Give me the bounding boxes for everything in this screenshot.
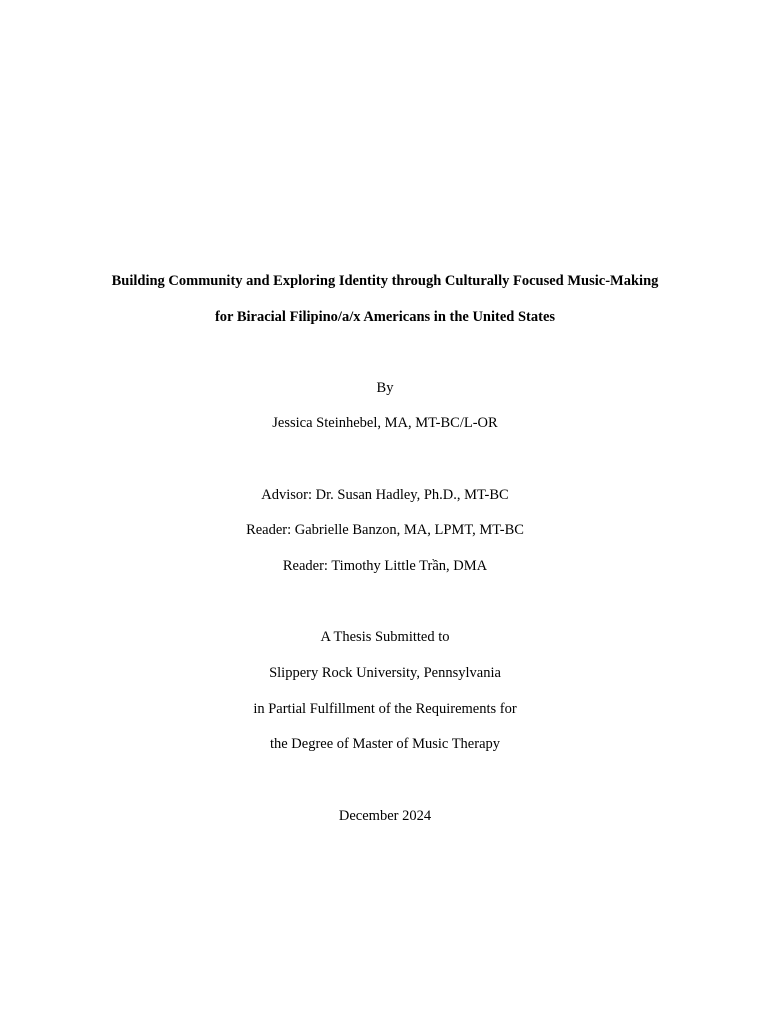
- submission-line-3: in Partial Fulfillment of the Requirements for: [253, 701, 517, 717]
- reader-line-1: Reader: Gabrielle Banzon, MA, LPMT, MT-BC: [246, 522, 524, 538]
- advisor-line: Advisor: Dr. Susan Hadley, Ph.D., MT-BC: [261, 487, 509, 503]
- author-name: Jessica Steinhebel, MA, MT-BC/L-OR: [272, 415, 498, 431]
- by-label: By: [376, 380, 394, 396]
- thesis-title-line-1: Building Community and Exploring Identity through Culturally Focused Music-Making: [111, 273, 659, 289]
- submission-line-1: A Thesis Submitted to: [320, 629, 450, 645]
- submission-date: December 2024: [338, 808, 432, 824]
- thesis-title-line-2: for Biracial Filipino/a/x Americans in the United States: [214, 309, 556, 325]
- reader-line-2: Reader: Timothy Little Trần, DMA: [282, 558, 488, 574]
- submission-line-2: Slippery Rock University, Pennsylvania: [269, 665, 501, 681]
- submission-line-4: the Degree of Master of Music Therapy: [269, 736, 501, 752]
